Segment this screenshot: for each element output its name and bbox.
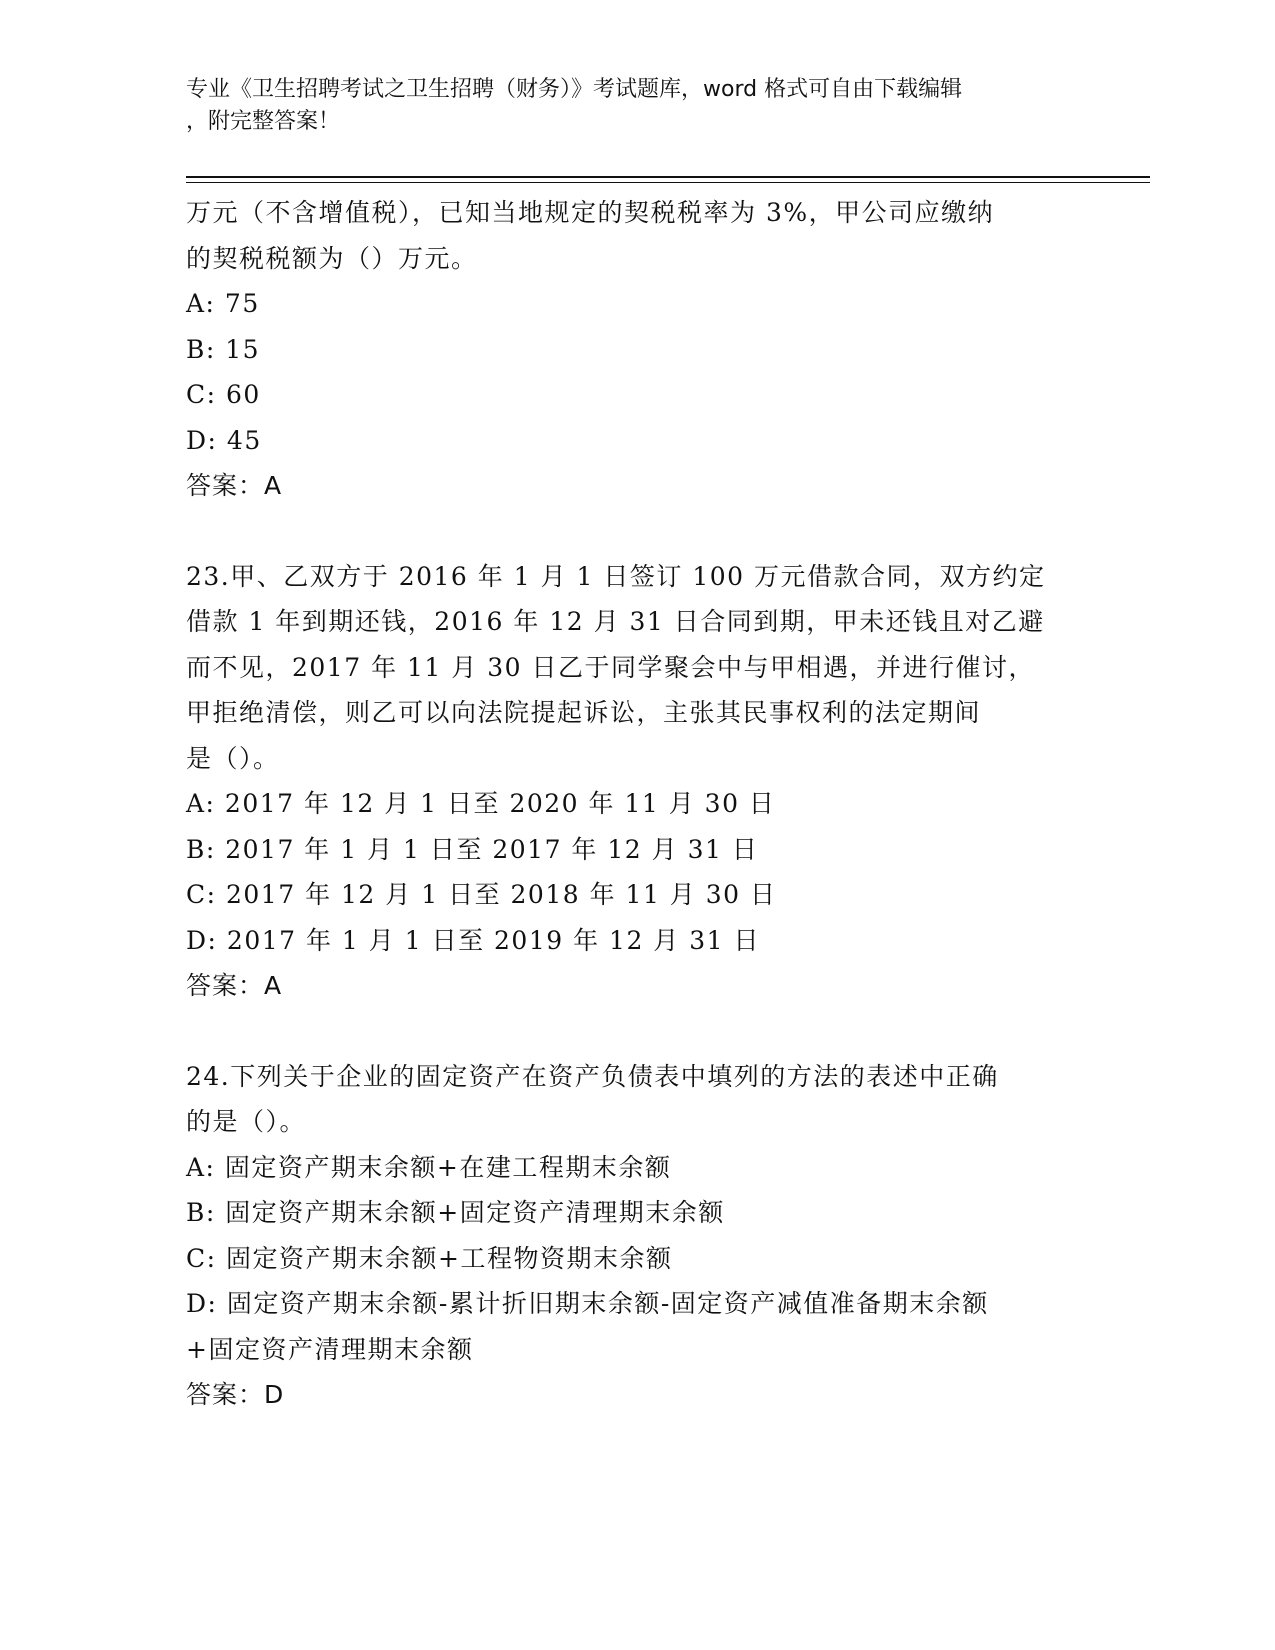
- question-stem: 是（）。: [186, 743, 280, 773]
- question-stem: 的是（）。: [186, 1107, 307, 1136]
- question-23: [186, 554, 1086, 1009]
- option-b: B: 固定资产期末余额+固定资产清理期末余额: [186, 1198, 725, 1227]
- question-stem: 而不见，2017 年 11 月 30 日乙于同学聚会中与甲相遇，并进行催讨，: [186, 652, 1035, 682]
- question-stem: 24.下列关于企业的固定资产在资产负债表中填列的方法的表述中正确: [186, 1061, 999, 1091]
- answer: 答案：A: [186, 471, 283, 500]
- option-c: C: 60: [186, 380, 261, 409]
- answer: 答案：A: [186, 971, 283, 1000]
- question-22: [186, 190, 1086, 509]
- option-a: A: 固定资产期末余额+在建工程期末余额: [186, 1152, 672, 1182]
- question-stem: 万元（不含增值税），已知当地规定的契税税率为 3%，甲公司应缴纳: [186, 198, 995, 227]
- question-stem: 23.甲、乙双方于 2016 年 1 月 1 日签订 100 万元借款合同，双方约定: [186, 561, 1046, 591]
- option-c: C: 固定资产期末余额+工程物资期末余额: [186, 1243, 673, 1273]
- option-c: C: 2017 年 12 月 1 日至 2018 年 11 月 30 日: [186, 880, 777, 909]
- option-a: A: 2017 年 12 月 1 日至 2020 年 11 月 30 日: [186, 789, 776, 818]
- header-rule-thin: [186, 182, 1150, 183]
- option-d-continued: +固定资产清理期末余额: [186, 1334, 474, 1364]
- page-header: [186, 74, 1066, 138]
- question-24: [186, 1054, 1086, 1418]
- option-d: D: 2017 年 1 月 1 日至 2019 年 12 月 31 日: [186, 925, 761, 955]
- document-body: [186, 190, 1086, 1418]
- option-b: B: 15: [186, 334, 261, 364]
- header-rule-thick: [186, 176, 1150, 178]
- question-stem: 甲拒绝清偿，则乙可以向法院提起诉讼，主张其民事权利的法定期间: [186, 698, 982, 727]
- question-stem: 的契税税额为（）万元。: [186, 243, 478, 273]
- question-stem: 借款 1 年到期还钱，2016 年 12 月 31 日合同到期，甲未还钱且对乙避: [186, 607, 1045, 636]
- option-a: A: 75: [186, 289, 260, 318]
- option-d: D: 固定资产期末余额-累计折旧期末余额-固定资产减值准备期末余额: [186, 1289, 989, 1318]
- answer: 答案：D: [186, 1380, 285, 1409]
- header-line-1: 专业《卫生招聘考试之卫生招聘（财务）》考试题库，word 格式可自由下载编辑: [186, 77, 963, 102]
- header-line-2: ，附完整答案！: [186, 109, 341, 134]
- option-b: B: 2017 年 1 月 1 日至 2017 年 12 月 31 日: [186, 834, 759, 864]
- option-d: D: 45: [186, 425, 262, 455]
